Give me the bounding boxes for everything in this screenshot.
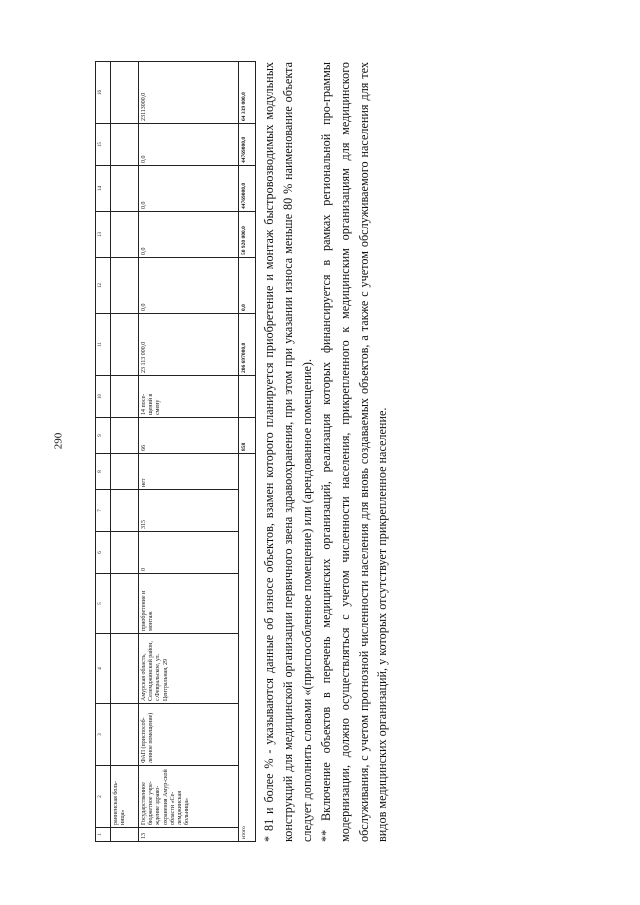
funding-col12: 0,0: [139, 258, 239, 314]
table-cell: [239, 376, 256, 418]
footnote-wear: * 81 и более % - указываются данные об износе объектов, взамен которого планируется приобретение и монтаж быстровозводимых модульных конструкций для медицинской организации первичного звена здравоохранения, при этом при указании износа меньше 80 % наименование объекта следует дополнить словами «(приспособленное помещение) или (арендованное помещение).: [262, 62, 314, 842]
page-number: [50, 432, 70, 455]
total-col13: 50 920 000,0: [239, 212, 256, 258]
col-number: 8: [96, 454, 111, 490]
col-number: 6: [96, 532, 111, 574]
col-number: 15: [96, 124, 111, 166]
carry-over-row: [111, 62, 139, 842]
funding-col15: 0,0: [139, 124, 239, 166]
col-number: 10: [96, 376, 111, 418]
col-number: 9: [96, 418, 111, 454]
object-address: Амурская область, Селемджинский район, с.Февральское, ул. Центральная, 29: [139, 634, 239, 704]
table-cell: ранненская боль-ница»: [111, 766, 139, 828]
col-number: 12: [96, 258, 111, 314]
col-number: 11: [96, 314, 111, 376]
col-number: 4: [96, 634, 111, 704]
table-cell: [111, 704, 139, 766]
total-col9: 858: [239, 418, 256, 454]
table-cell: [111, 314, 139, 376]
rotated-content: [95, 52, 455, 852]
table-cell: [111, 454, 139, 490]
funding-col16: 23113000,0: [139, 62, 239, 124]
column-numbers-row: [96, 62, 111, 842]
data-table: [95, 61, 256, 842]
col-number: 13: [96, 212, 111, 258]
table-cell: [111, 828, 139, 842]
table-cell: [111, 574, 139, 634]
table-cell: [111, 258, 139, 314]
col-number: 7: [96, 490, 111, 532]
total-col14: 44769000,0: [239, 166, 256, 212]
wear-value: 0: [139, 532, 239, 574]
col-number: 5: [96, 574, 111, 634]
table-cell: [111, 634, 139, 704]
total-col16: 64 339 000,0: [239, 62, 256, 124]
col-number: 3: [96, 704, 111, 766]
area-value: 315: [139, 490, 239, 532]
total-label: итого: [239, 454, 256, 842]
table-row: [139, 62, 239, 842]
table-cell: [111, 376, 139, 418]
total-col15: 44769000,0: [239, 124, 256, 166]
col-number: 16: [96, 62, 111, 124]
total-col12: 0,0: [239, 258, 256, 314]
table-cell: [111, 418, 139, 454]
institution-name: Государственное бюджетное учре-ждение здраво-охранения Амур-ской области «Се-лемджинская больница»: [139, 766, 239, 828]
footnotes: [260, 62, 392, 842]
visits-value: 14 посе-щений в смену: [139, 376, 239, 418]
total-col11: 206 697000,0: [239, 314, 256, 376]
col-number: 2: [96, 766, 111, 828]
total-row: [239, 62, 256, 842]
page-number-text: 290: [52, 432, 65, 450]
table-cell: [111, 166, 139, 212]
table-cell: [111, 490, 139, 532]
work-type: приобретение и монтаж: [139, 574, 239, 634]
table-cell: [111, 212, 139, 258]
table-cell: [111, 124, 139, 166]
footnote-inclusion: ** Включение объектов в перечень медицинских организаций, реализация которых финансируется в рамках региональной про-граммы модернизации, должно осуществляться с учетом численности населения, прикрепленного к медицинским организациям для медицинского обслуживания, с учетом прогнозной численности населения для вновь создаваемых объектов, а также с учетом обслуживаемого населения для тех видов медицинских организаций, у которых отсутствует прикрепленное население.: [318, 62, 390, 842]
capacity-value: 66: [139, 418, 239, 454]
funding-col11: 23 113 000,0: [139, 314, 239, 376]
table-cell: [111, 532, 139, 574]
row-number: 13: [139, 828, 239, 842]
col-number: 1: [96, 828, 111, 842]
funding-col13: 0,0: [139, 212, 239, 258]
table-cell: [111, 62, 139, 124]
object-name: ФАП (приспособ-ленное помещение): [139, 704, 239, 766]
availability-value: нет: [139, 454, 239, 490]
funding-col14: 0,0: [139, 166, 239, 212]
col-number: 14: [96, 166, 111, 212]
